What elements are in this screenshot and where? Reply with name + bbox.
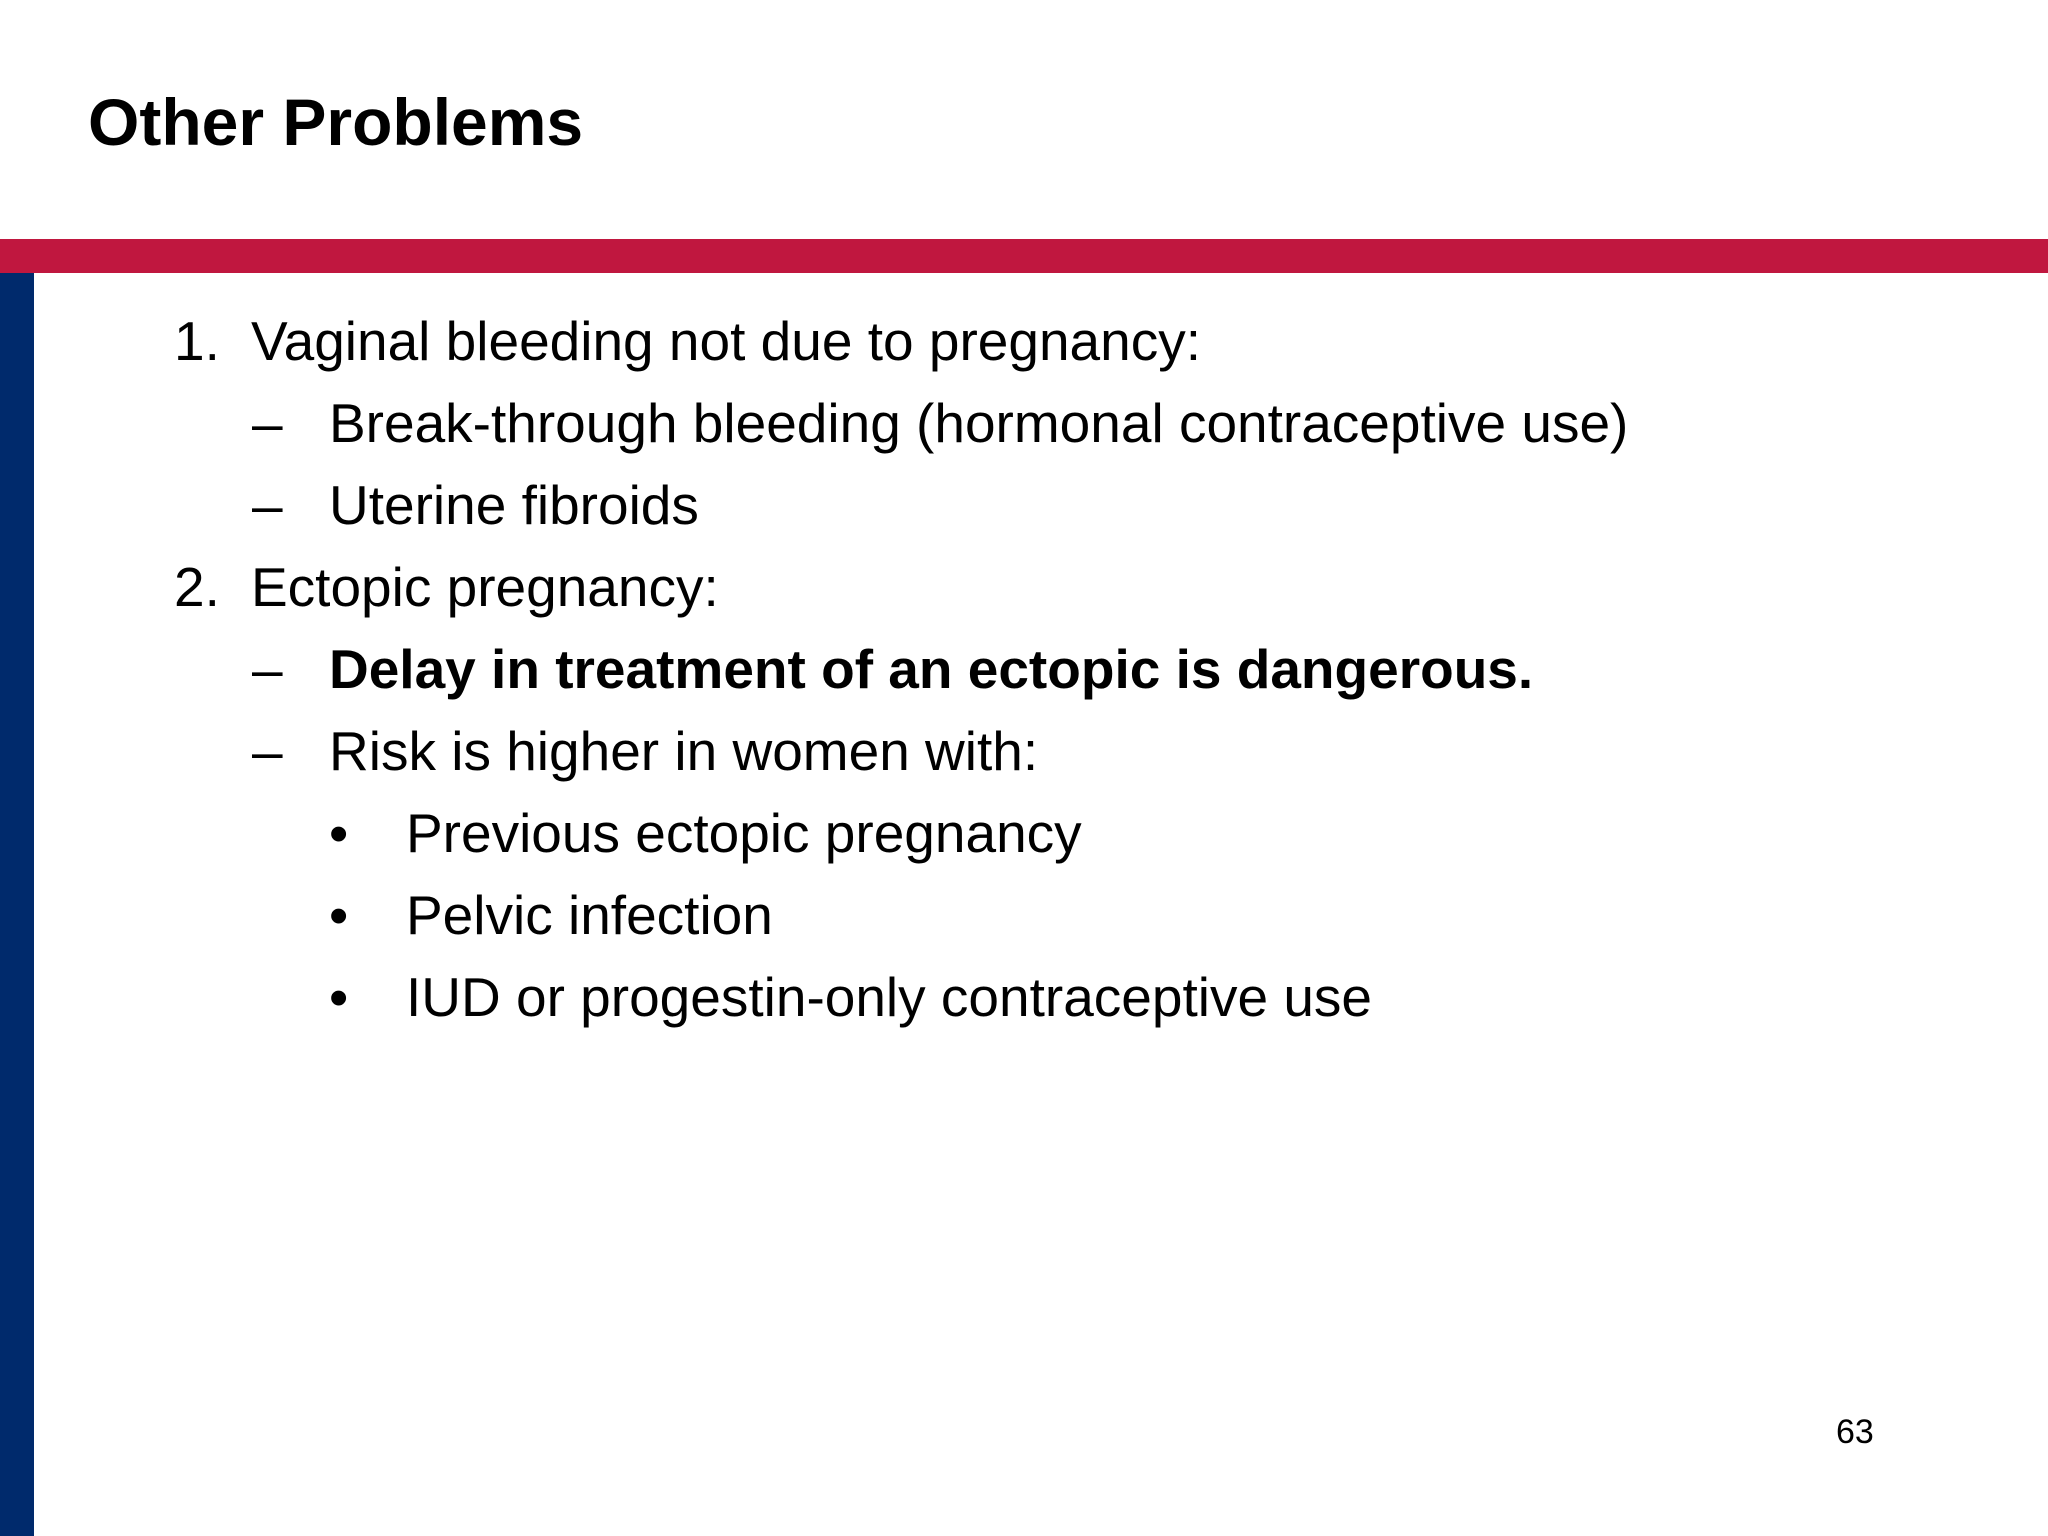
bullet-text: Pelvic infection	[406, 884, 773, 946]
bullet-previous-ectopic	[0, 792, 2048, 874]
bullet-text: IUD or progestin-only contraceptive use	[406, 966, 1373, 1028]
bullet-marker: •	[329, 966, 349, 1028]
sub-item-breakthrough-bleeding	[0, 382, 2048, 464]
sub-item-risk-factors	[0, 710, 2048, 792]
list-number: 2.	[174, 556, 220, 618]
bullet-marker: •	[329, 802, 349, 864]
bullet-text: Previous ectopic pregnancy	[406, 802, 1082, 864]
list-item-text: Ectopic pregnancy:	[251, 556, 719, 618]
sub-item-text: Risk is higher in women with:	[329, 720, 1039, 782]
dash-marker: –	[252, 474, 283, 536]
bullet-marker: •	[329, 884, 349, 946]
list-item-text: Vaginal bleeding not due to pregnancy:	[251, 310, 1201, 372]
dash-marker: –	[252, 638, 283, 700]
warning-text: Delay in treatment of an ectopic is dangerous.	[329, 638, 1534, 700]
sub-item-uterine-fibroids	[0, 464, 2048, 546]
dash-marker: –	[252, 720, 283, 782]
slide-title: Other Problems	[88, 85, 584, 159]
list-number: 1.	[174, 310, 220, 372]
title-divider-bar	[0, 239, 2048, 273]
list-item-1	[0, 300, 2048, 382]
page-number: 63	[1836, 1413, 1874, 1451]
sub-item-text: Uterine fibroids	[329, 474, 699, 536]
dash-marker: –	[252, 392, 283, 454]
bullet-pelvic-infection	[0, 874, 2048, 956]
bullet-iud-progestin	[0, 956, 2048, 1038]
sub-item-text: Break-through bleeding (hormonal contraceptive use)	[329, 392, 1629, 454]
sub-item-delay-warning	[0, 628, 2048, 710]
list-item-2	[0, 546, 2048, 628]
